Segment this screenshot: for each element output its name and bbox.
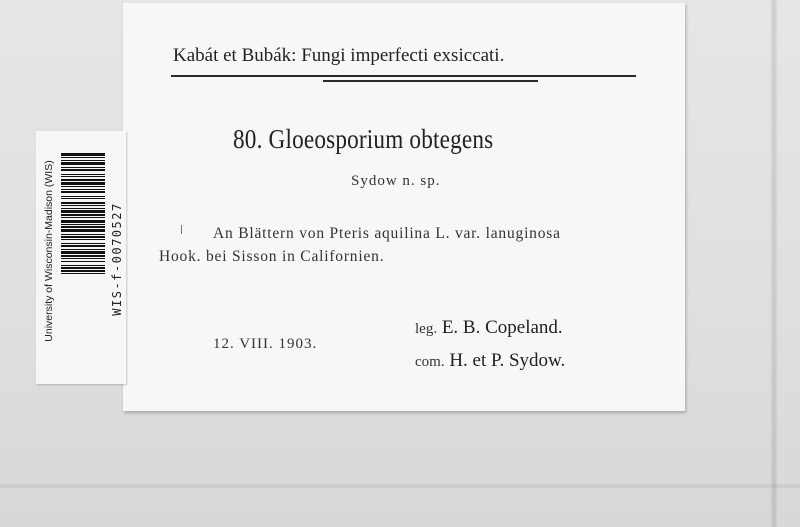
- locality-line-2: Hook. bei Sisson in Californien.: [159, 248, 385, 265]
- series-title: Kabát et Bubák: Fungi imperfecti exsiccati.: [173, 45, 505, 66]
- barcode-tag: [36, 131, 126, 384]
- communicator-prefix: com.: [415, 354, 445, 370]
- sheet-fold-shadow: [770, 0, 778, 527]
- barcode-number-text: WIS-f-0070527: [110, 202, 124, 316]
- communicator-line: [415, 350, 565, 372]
- print-mark: [181, 225, 182, 234]
- barcode-institution-text: University of Wisconsin-Madison (WIS): [43, 160, 55, 342]
- title-rule-bottom: [323, 80, 538, 82]
- title-rule-top: [171, 75, 636, 77]
- collector-name: E. B. Copeland.: [441, 317, 563, 338]
- collector-line: [415, 317, 563, 339]
- collector-prefix: leg.: [415, 321, 438, 337]
- collection-date: 12. VIII. 1903.: [213, 336, 318, 352]
- barcode-icon: [61, 153, 105, 363]
- species-author: Sydow n. sp.: [351, 173, 441, 189]
- locality-line-1: An Blättern von Pteris aquilina L. var. lanuginosa: [213, 225, 561, 242]
- communicator-name: H. et P. Sydow.: [449, 350, 566, 371]
- sheet-fold-shadow-bottom: [0, 483, 800, 489]
- species-name: 80. Gloeosporium obtegens: [233, 124, 494, 154]
- specimen-label: [123, 3, 685, 411]
